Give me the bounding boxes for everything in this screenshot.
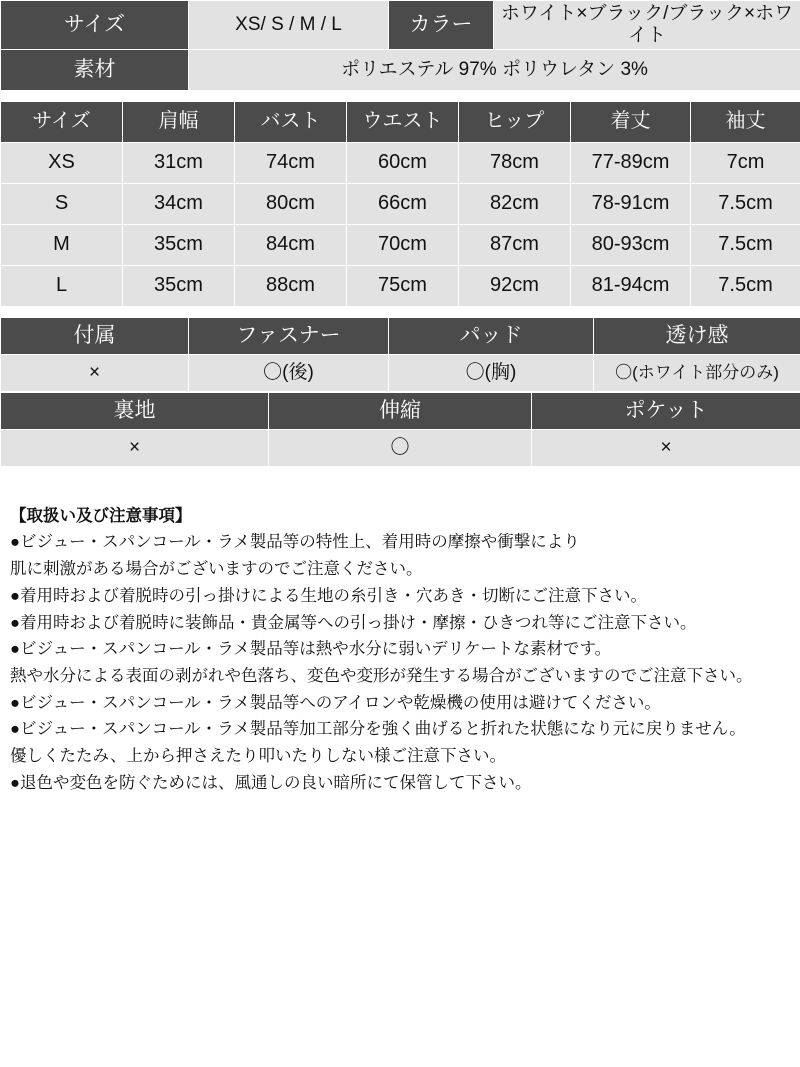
care-notes-title: 【取扱い及び注意事項】 <box>10 506 192 525</box>
cell-bust: 84cm <box>235 224 347 265</box>
care-note-line: 優しくたたみ、上から押さえたり叩いたりしない様ご注意下さい。 <box>10 747 506 766</box>
cell-length: 80-93cm <box>571 224 691 265</box>
table-header-row <box>1 392 800 429</box>
care-note-line: ●ビジュー・スパンコール・ラメ製品等へのアイロンや乾燥機の使用は避けてください。 <box>10 693 661 712</box>
header-zipper: ファスナー <box>189 317 389 354</box>
value-pocket: × <box>532 429 800 466</box>
attachments-table-2 <box>0 392 800 467</box>
value-sheerness: 〇(ホワイト部分のみ) <box>594 354 800 391</box>
cell-sleeve: 7.5cm <box>691 265 800 306</box>
cell-sleeve: 7cm <box>691 142 800 183</box>
care-note-line: ●ビジュー・スパンコール・ラメ製品等の特性上、着用時の摩擦や衝撃により <box>10 533 580 552</box>
cell-bust: 80cm <box>235 183 347 224</box>
cell-hip: 92cm <box>459 265 571 306</box>
measurements-table <box>0 101 800 307</box>
cell-waist: 60cm <box>347 142 459 183</box>
value-stretch: 〇 <box>269 429 532 466</box>
value-attachment: × <box>1 354 189 391</box>
cell-shoulder: 35cm <box>123 224 235 265</box>
cell-size: L <box>1 265 123 306</box>
care-notes <box>0 503 800 797</box>
cell-shoulder: 35cm <box>123 265 235 306</box>
col-header-sleeve: 袖丈 <box>691 101 800 142</box>
cell-shoulder: 31cm <box>123 142 235 183</box>
table-header-row <box>1 101 800 142</box>
header-stretch: 伸縮 <box>269 392 532 429</box>
cell-length: 78-91cm <box>571 183 691 224</box>
col-header-bust: バスト <box>235 101 347 142</box>
table-row <box>1 429 800 466</box>
spec-size-header: サイズ <box>1 1 189 50</box>
spec-size-value: XS/ S / M / L <box>189 1 389 50</box>
col-header-length: 着丈 <box>571 101 691 142</box>
table-row <box>1 354 800 391</box>
col-header-size: サイズ <box>1 101 123 142</box>
spec-material-value: ポリエステル 97% ポリウレタン 3% <box>189 49 800 90</box>
care-note-line: 熱や水分による表面の剥がれや色落ち、変色や変形が発生する場合がございますのでご注意下さい。 <box>10 667 753 685</box>
spec-material-header: 素材 <box>1 49 189 90</box>
cell-waist: 66cm <box>347 183 459 224</box>
cell-length: 81-94cm <box>571 265 691 306</box>
header-attachment: 付属 <box>1 317 189 354</box>
header-pad: パッド <box>389 317 594 354</box>
cell-hip: 82cm <box>459 183 571 224</box>
table-row <box>1 224 800 265</box>
spec-table <box>0 0 800 91</box>
value-lining: × <box>1 429 269 466</box>
cell-hip: 78cm <box>459 142 571 183</box>
table-row <box>1 1 800 50</box>
cell-length: 77-89cm <box>571 142 691 183</box>
cell-size: M <box>1 224 123 265</box>
spec-color-value: ホワイト×ブラック/ブラック×ホワイト <box>494 1 800 50</box>
care-note-line: ●着用時および着脱時に装飾品・貴金属等への引っ掛け・摩擦・ひきつれ等にご注意下さい。 <box>10 613 697 632</box>
col-header-hip: ヒップ <box>459 101 571 142</box>
header-sheerness: 透け感 <box>594 317 800 354</box>
attachments-table <box>0 317 800 392</box>
cell-bust: 74cm <box>235 142 347 183</box>
cell-shoulder: 34cm <box>123 183 235 224</box>
cell-waist: 70cm <box>347 224 459 265</box>
cell-waist: 75cm <box>347 265 459 306</box>
care-note-line: ●退色や変色を防ぐためには、風通しの良い暗所にて保管して下さい。 <box>10 773 532 792</box>
table-row <box>1 183 800 224</box>
table-header-row <box>1 317 800 354</box>
cell-sleeve: 7.5cm <box>691 224 800 265</box>
value-pad: 〇(胸) <box>389 354 594 391</box>
col-header-shoulder: 肩幅 <box>123 101 235 142</box>
care-note-line: ●ビジュー・スパンコール・ラメ製品等は熱や水分に弱いデリケートな素材です。 <box>10 640 612 659</box>
header-pocket: ポケット <box>532 392 800 429</box>
cell-size: S <box>1 183 123 224</box>
care-note-line: 肌に刺激がある場合がございますのでご注意ください。 <box>10 560 423 579</box>
cell-hip: 87cm <box>459 224 571 265</box>
spec-color-header: カラー <box>389 1 494 50</box>
value-zipper: 〇(後) <box>189 354 389 391</box>
cell-size: XS <box>1 142 123 183</box>
table-row <box>1 265 800 306</box>
table-row <box>1 49 800 90</box>
care-note-line: ●着用時および着脱時の引っ掛けによる生地の糸引き・穴あき・切断にご注意下さい。 <box>10 586 647 605</box>
cell-sleeve: 7.5cm <box>691 183 800 224</box>
header-lining: 裏地 <box>1 392 269 429</box>
care-note-line: ●ビジュー・スパンコール・ラメ製品等加工部分を強く曲げると折れた状態になり元に戻りません。 <box>10 720 746 739</box>
cell-bust: 88cm <box>235 265 347 306</box>
table-row <box>1 142 800 183</box>
col-header-waist: ウエスト <box>347 101 459 142</box>
